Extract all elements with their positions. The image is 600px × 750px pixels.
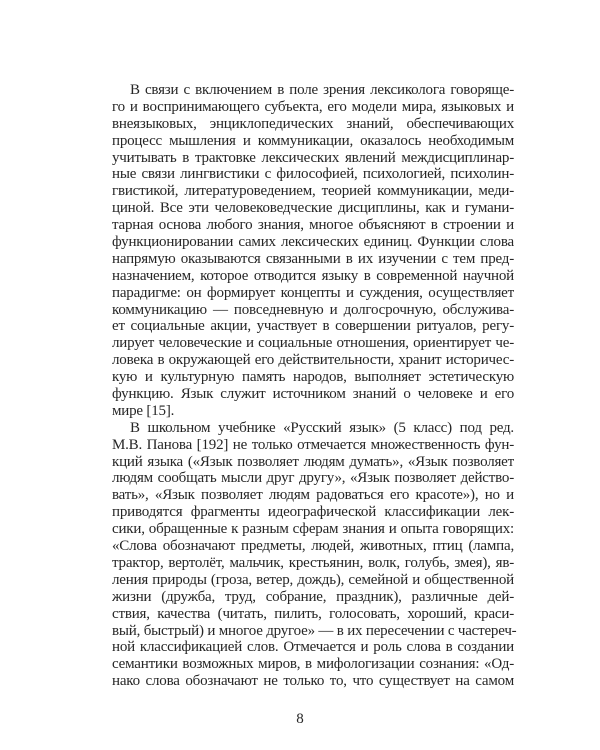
- text-line: ет социальные акции, участвует в совершении ритуалов, регу-: [112, 318, 514, 335]
- text-line: трактор, вертолёт, мальчик, крестьянин, волк, голубь, змея), яв-: [112, 554, 514, 571]
- text-line: людям сообщать мысли друг другу», «Язык позволяет действо-: [112, 470, 514, 487]
- text-line: гвистикой, литературоведением, теорией коммуникации, меди-: [112, 183, 514, 200]
- text-line: го и воспринимающего субъекта, его модели мира, языковых и: [112, 98, 514, 115]
- text-line: процесс мышления и коммуникации, оказалось необходимым: [112, 132, 514, 149]
- text-line: коммуникацию — повседневную и долгосрочную, обслужива-: [112, 301, 514, 318]
- text-line: назначением, которое отводится языку в современной научной: [112, 267, 514, 284]
- text-line: кций языка («Язык позволяет людям думать», «Язык позволяет: [112, 453, 514, 470]
- text-line: приводятся фрагменты идеографической классификации лек-: [112, 504, 514, 521]
- text-line: семантики возможных миров, в мифологизации сознания: «Од-: [112, 656, 514, 673]
- text-line: функционировании самих лексических единиц. Функции слова: [112, 234, 514, 251]
- text-line: вый, быстрый) и многое другое» — в их пересечении с частереч-: [112, 622, 517, 639]
- text-line: учитывать в трактовке лексических явлений междисциплинар-: [112, 149, 514, 166]
- text-line: нако слова обозначают не только то, что существует на самом: [112, 673, 514, 690]
- text-line: М.В. Панова [192] не только отмечается множественность фун-: [112, 436, 514, 453]
- text-line: кую и культурную память народов, выполняет эстетическую: [112, 369, 514, 386]
- text-line: В связи с включением в поле зрения лексиколога говоряще-: [130, 82, 514, 98]
- paragraph: [112, 419, 517, 690]
- text-line: напрямую оказываются связанными в их изучении с тем пред-: [112, 250, 514, 267]
- text-line: сики, обращенные к разным сферам знания и опыта говорящих:: [112, 521, 514, 538]
- paragraph: [112, 82, 514, 420]
- text-line: циной. Все эти человековедческие дисциплины, как и гумани-: [112, 200, 514, 217]
- text-line: ления природы (гроза, ветер, дождь), семейной и общественной: [112, 571, 514, 588]
- text-line: ствия, качества (читать, пилить, голосовать, хороший, краси-: [112, 605, 514, 622]
- text-line: функцию. Язык служит источником знаний о человеке и его: [112, 386, 514, 403]
- text-line: ные связи лингвистики с философией, психологией, психолин-: [112, 166, 514, 183]
- page-body: [112, 82, 517, 690]
- text-line: парадигме: он формирует концепты и суждения, осуществляет: [112, 284, 514, 301]
- text-line: «Слова обозначают предметы, людей, животных, птиц (лампа,: [112, 538, 514, 555]
- text-line: В школьном учебнике «Русский язык» (5 класс) под ред.: [130, 419, 514, 436]
- text-line: жизни (дружба, труд, собрание, праздник), различные дей-: [112, 588, 514, 605]
- text-line: лирует человеческие и социальные отношения, ориентирует че-: [112, 335, 514, 352]
- text-line: ловека в окружающей его действительности, хранит историчес-: [112, 352, 514, 369]
- text-line: внеязыковых, энциклопедических знаний, обеспечивающих: [112, 115, 514, 132]
- page-number: 8: [296, 711, 304, 727]
- text-line: вать», «Язык позволяет людям радоваться его красоте»), но и: [112, 487, 514, 504]
- text-line: мире [15].: [112, 402, 175, 419]
- text-line: ной классификацией слов. Отмечается и роль слова в создании: [112, 639, 514, 656]
- text-line: тарная основа любого знания, многое объясняют в строении и: [112, 217, 514, 234]
